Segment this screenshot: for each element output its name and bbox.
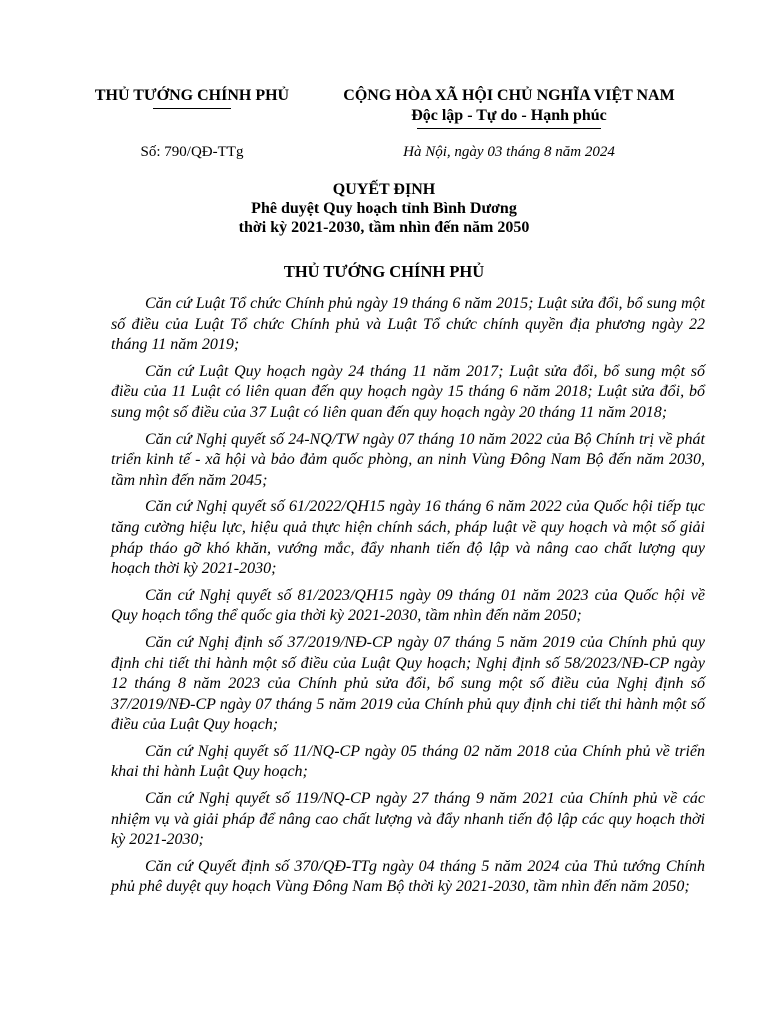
legal-basis-paragraph: Căn cứ Quyết định số 370/QĐ-TTg ngày 04 tháng 5 năm 2024 của Thủ tướng Chính phủ phê duyệt quy hoạch Vùng Đông Nam Bộ thời kỳ 2021-2030, tầm nhìn đến năm 2050; [111,857,705,896]
title-line-2: thời kỳ 2021-2030, tầm nhìn đến năm 2050 [238,219,530,236]
motto-underline [417,128,601,129]
document-number: Số: 790/QĐ-TTg [140,144,244,160]
legal-basis-list [111,294,705,904]
title-line-1: Phê duyệt Quy hoạch tỉnh Bình Dương [251,200,517,217]
national-motto: Độc lập - Tự do - Hạnh phúc [411,107,607,124]
issuer-name: THỦ TƯỚNG CHÍNH PHỦ [94,87,290,104]
legal-basis-paragraph: Căn cứ Luật Quy hoạch ngày 24 tháng 11 năm 2017; Luật sửa đổi, bổ sung một số điều của 11 Luật có liên quan đến quy hoạch ngày 15 tháng 6 năm 2018; Luật sửa đổi, bổ sung một số điều của 37 Luật có liên quan đến quy hoạch ngày 20 tháng 11 năm 2018; [111,362,705,421]
legal-basis-paragraph: Căn cứ Nghị quyết số 11/NQ-CP ngày 05 tháng 02 năm 2018 của Chính phủ về triển khai thi hành Luật Quy hoạch; [111,742,705,781]
legal-basis-paragraph: Căn cứ Nghị quyết số 61/2022/QH15 ngày 16 tháng 6 năm 2022 của Quốc hội tiếp tục tăng cường hiệu lực, hiệu quả thực hiện chính sách, pháp luật về quy hoạch và một số giải pháp tháo gỡ khó khăn, vướng mắc, đẩy nhanh tiến độ lập và nâng cao chất lượng quy hoạch thời kỳ 2021-2030; [111,498,705,578]
legal-basis-paragraph: Căn cứ Nghị quyết số 24-NQ/TW ngày 07 tháng 10 năm 2022 của Bộ Chính trị về phát triển kinh tế - xã hội và bảo đảm quốc phòng, an ninh Vùng Đông Nam Bộ đến năm 2030, tầm nhìn đến năm 2045; [111,430,705,489]
issuer-underline [153,108,231,109]
country-name: CỘNG HÒA XÃ HỘI CHỦ NGHĨA VIỆT NAM [343,87,675,104]
authority-heading: THỦ TƯỚNG CHÍNH PHỦ [283,262,485,281]
legal-basis-paragraph: Căn cứ Nghị định số 37/2019/NĐ-CP ngày 07 tháng 5 năm 2019 của Chính phủ quy định chi tiết thi hành một số điều của Luật Quy hoạch; Nghị định số 58/2023/NĐ-CP ngày 12 tháng 8 năm 2023 của Chính phủ sửa đổi, bổ sung một số điều của Nghị định số 37/2019/NĐ-CP ngày 07 tháng 5 năm 2019 của Chính phủ quy định chi tiết thi hành một số điều của Luật Quy hoạch; [111,633,705,734]
place-date: Hà Nội, ngày 03 tháng 8 năm 2024 [403,144,615,160]
document-title [0,180,768,237]
national-heading [322,86,696,129]
issuer-block [78,86,306,109]
document-type: QUYẾT ĐỊNH [332,181,436,198]
legal-basis-paragraph: Căn cứ Luật Tổ chức Chính phủ ngày 19 tháng 6 năm 2015; Luật sửa đổi, bổ sung một số điều của Luật Tổ chức Chính phủ và Luật Tổ chức chính quyền địa phương ngày 22 tháng 11 năm 2019; [111,295,705,354]
legal-basis-paragraph: Căn cứ Nghị quyết số 119/NQ-CP ngày 27 tháng 9 năm 2021 của Chính phủ về các nhiệm vụ và giải pháp để nâng cao chất lượng và đẩy nhanh tiến độ lập các quy hoạch thời kỳ 2021-2030; [111,790,705,849]
legal-basis-paragraph: Căn cứ Nghị quyết số 81/2023/QH15 ngày 09 tháng 01 năm 2023 của Quốc hội về Quy hoạch tổng thể quốc gia thời kỳ 2021-2030, tầm nhìn đến năm 2050; [111,586,705,625]
